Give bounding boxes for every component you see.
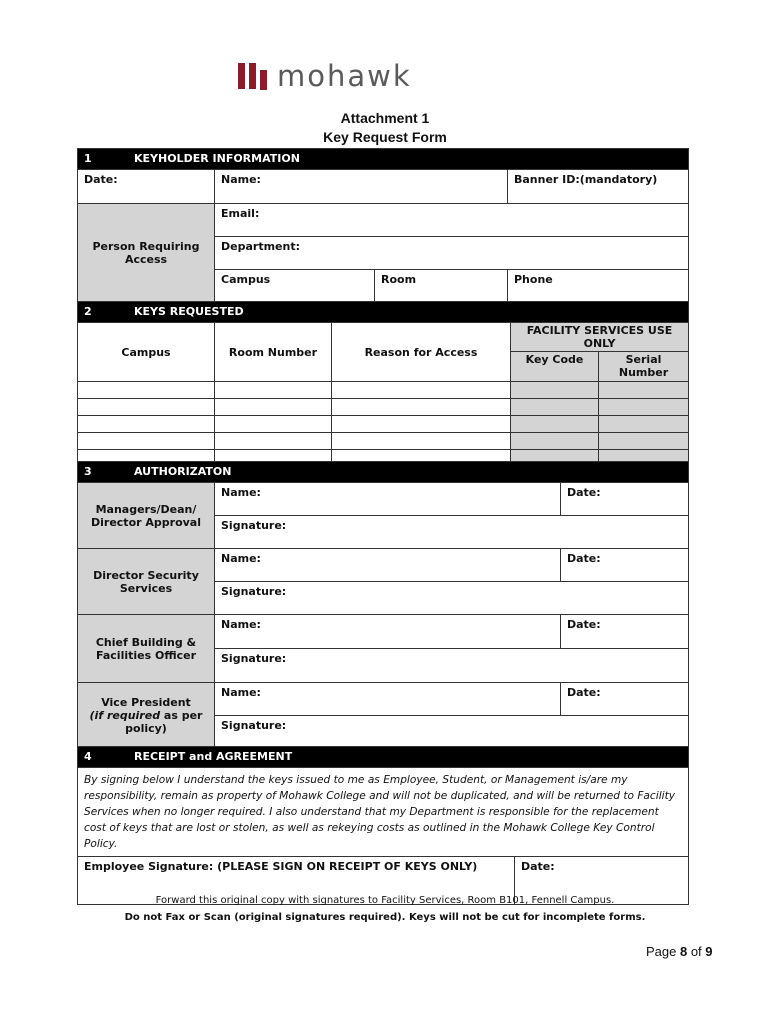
agreement-text: By signing below I understand the keys issued to me as Employee, Student, or Management is/are my responsibility, remain as property of Mohawk College and will not be duplicated, and will be returned to Facility Services when no longer required. I also understand that my Department is responsible for the replacement cost of keys that are lost or stolen, as well as rekeying costs as outlined in the Mohawk College Key Control Policy.	[78, 768, 689, 857]
security-date-field[interactable]: Date:	[561, 549, 689, 582]
authorization-section	[77, 461, 689, 749]
facilities-name-field[interactable]: Name:	[215, 615, 561, 649]
key-room-cell[interactable]	[215, 433, 332, 450]
section-header: 3 AUTHORIZATON	[78, 462, 689, 483]
table-row	[78, 433, 689, 450]
forward-instructions: Forward this original copy with signatures to Facility Services, Room B101, Fennell Campus.	[155, 895, 615, 906]
serial-cell	[599, 433, 689, 450]
mohawk-logo	[238, 59, 412, 93]
table-row	[78, 416, 689, 433]
department-field[interactable]: Department:	[215, 237, 689, 270]
security-signature-field[interactable]: Signature:	[215, 582, 689, 615]
email-field[interactable]: Email:	[215, 204, 689, 237]
section-header: 4 RECEIPT and AGREEMENT	[78, 747, 689, 768]
campus-column-header: Campus	[78, 323, 215, 382]
date-field[interactable]: Date:	[78, 170, 215, 204]
vp-name-field[interactable]: Name:	[215, 683, 561, 716]
key-code-cell	[511, 416, 599, 433]
serial-cell	[599, 416, 689, 433]
table-row	[78, 399, 689, 416]
security-director-label: Director Security Services	[78, 549, 215, 615]
room-number-column-header: Room Number	[215, 323, 332, 382]
employee-date-field[interactable]: Date:	[515, 857, 689, 905]
key-code-cell	[511, 433, 599, 450]
manager-signature-field[interactable]: Signature:	[215, 516, 689, 549]
manager-approval-label: Managers/Dean/ Director Approval	[78, 483, 215, 549]
logo-bar-icon	[260, 70, 267, 90]
key-code-cell	[511, 382, 599, 399]
manager-date-field[interactable]: Date:	[561, 483, 689, 516]
key-campus-cell[interactable]	[78, 416, 215, 433]
key-room-cell[interactable]	[215, 416, 332, 433]
submission-warning: Do not Fax or Scan (original signatures required). Keys will not be cut for incomplete forms.	[124, 912, 646, 923]
key-room-cell[interactable]	[215, 382, 332, 399]
key-reason-cell[interactable]	[332, 382, 511, 399]
key-campus-cell[interactable]	[78, 399, 215, 416]
logo-bar-icon	[249, 63, 256, 89]
serial-number-column-header: Serial Number	[599, 352, 689, 382]
reason-column-header: Reason for Access	[332, 323, 511, 382]
phone-field[interactable]: Phone	[508, 270, 689, 303]
section-header: 1 KEYHOLDER INFORMATION	[78, 149, 689, 170]
logo-bar-icon	[238, 63, 245, 89]
name-field[interactable]: Name:	[215, 170, 508, 204]
key-reason-cell[interactable]	[332, 416, 511, 433]
logo-wordmark: mohawk	[277, 59, 412, 93]
table-row	[78, 382, 689, 399]
form-title: Key Request Form	[323, 129, 447, 145]
vp-date-field[interactable]: Date:	[561, 683, 689, 716]
room-field[interactable]: Room	[375, 270, 508, 303]
vp-signature-field[interactable]: Signature:	[215, 716, 689, 749]
key-code-cell	[511, 399, 599, 416]
person-requiring-access-label: Person Requiring Access	[78, 204, 215, 303]
key-code-column-header: Key Code	[511, 352, 599, 382]
receipt-agreement-section	[77, 746, 689, 905]
banner-id-field[interactable]: Banner ID:(mandatory)	[508, 170, 689, 204]
security-name-field[interactable]: Name:	[215, 549, 561, 582]
keyholder-section	[77, 148, 689, 303]
key-room-cell[interactable]	[215, 399, 332, 416]
key-reason-cell[interactable]	[332, 399, 511, 416]
manager-name-field[interactable]: Name:	[215, 483, 561, 516]
facilities-date-field[interactable]: Date:	[561, 615, 689, 649]
employee-signature-field[interactable]: Employee Signature: (PLEASE SIGN ON RECEIPT OF KEYS ONLY)	[78, 857, 515, 905]
page-number: Page 8 of 9	[646, 944, 713, 959]
vice-president-label: Vice President (if required as per policy)	[78, 683, 215, 749]
key-campus-cell[interactable]	[78, 433, 215, 450]
keys-requested-section	[77, 301, 689, 467]
attachment-label: Attachment 1	[340, 110, 430, 126]
facilities-signature-field[interactable]: Signature:	[215, 649, 689, 683]
campus-field[interactable]: Campus	[215, 270, 375, 303]
serial-cell	[599, 399, 689, 416]
facilities-officer-label: Chief Building & Facilities Officer	[78, 615, 215, 683]
facility-services-header: FACILITY SERVICES USE ONLY	[511, 323, 689, 352]
section-header: 2 KEYS REQUESTED	[78, 302, 689, 323]
key-campus-cell[interactable]	[78, 382, 215, 399]
serial-cell	[599, 382, 689, 399]
key-reason-cell[interactable]	[332, 433, 511, 450]
